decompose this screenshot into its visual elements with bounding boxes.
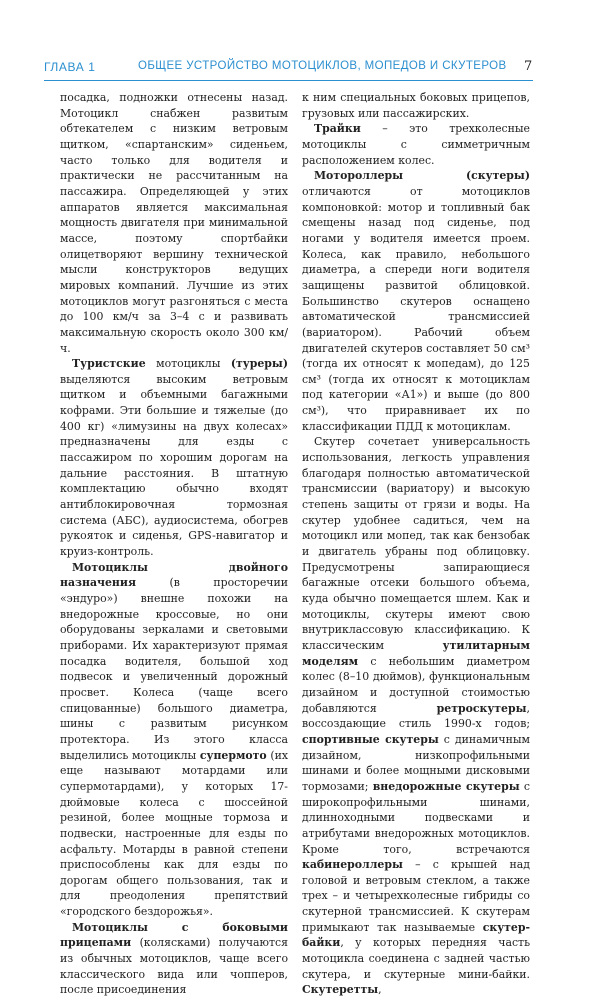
paragraph-scooter-classes: Скутер сочетает универсальность использования, легкость управления благодаря полностью автоматической трансмиссии (вариатору) и высокую степень защиты от грязи и воды. На скутер удобнее садиться, чем на мотоцикл или мопед, так как бензобак и двигатель убраны под облицовку. Предусмотрены запирающиеся багажные отсеки большого объема, куда обычно помещается шлем. Как и мотоциклы, скутеры имеют свою внутриклассовую классификацию. К классическим утилитарным моделям с небольшим диаметром колес (8–10 дюймов), функциональным дизайном и доступной стоимостью добавляются ретроскутеры, воссоздающие стиль 1990-х годов; спортивные скутеры с динамичным дизайном, низкопрофильными шинами и более мощными дисковыми тормозами; внедорожные скутеры с широкопрофильными шинами, длинноходными подвесками и атрибутами внедорожных мотоциклов. Кроме того, встречаются кабинероллеры – с крышей над головой и ветровым стеклом, а также трех – и четырехколесные гибриды со скутерной трансмиссией. К скутерам примыкают так называемые скутер-байки, у которых передняя часть мотоцикла соединена с задней частью скутера, и скутерные мини-байки. Скутеретты, [302,435,531,997]
term-dual-purpose: Мотоциклы двойного назначения [60,560,288,590]
term-scooters: Мотороллеры (скутеры) [314,169,530,183]
chapter-title: ОБЩЕЕ УСТРОЙСТВО МОТОЦИКЛОВ, МОПЕДОВ И СКУТЕРОВ [138,60,507,72]
header-rule [44,80,533,81]
page-number: 7 [524,59,533,74]
term-scooterettes: Скутеретты [302,983,379,997]
term-retro: ретроскутеры [436,701,527,715]
right-column [302,90,530,998]
paragraph-dual-purpose: Мотоциклы двойного назначения (в просторечии «эндуро») внешне похожи на внедорожные кроссовые, но они оборудованы зеркалами и световыми приборами. Их характеризуют прямая посадка водителя, большой ход подвесок и увеличенный дорожный просвет. Колеса (чаще всего спицованные) большого диаметра, шины с развитым рисунком протектора. Из этого класса выделились мотоциклы супермото (их еще называют мотардами или супермотардами), у которых 17-дюймовые колеса с шоссейной резиной, более мощные тормоза и подвески, настроенные для езды по асфальту. Мотарды в равной степени приспособлены как для езды по дорогам общего пользования, так и для преодоления препятствий «городского бездорожья». [60,560,288,919]
paragraph-touring: Туристские мотоциклы (туреры) выделяются высоким ветровым щитком и объемными багажными кофрами. Эти большие и тяжелые (до 400 кг) «лимузины на двух колесах» предназначены для езды с пассажиром по хорошим дорогам на дальние расстояния. В штатную комплектацию обычно входят антиблокировочная тормозная система (АБС), аудиосистема, обогрев рукояток и сиденья, GPS-навигатор и круиз-контроль. [60,357,288,559]
term-supermoto: супермото [199,748,267,762]
term-tourers: (туреры) [230,357,288,371]
term-touring: Туристские [72,357,146,371]
paragraph-scooters: Мотороллеры (скутеры) отличаются от мотоциклов компоновкой: мотор и топливный бак смещены назад под сиденье, под ногами у водителя имеется проем. Колеса, как правило, небольшого диаметра, а спереди ноги водителя защищены развитой облицовкой. Большинство скутеров оснащено автоматической трансмиссией (вариатором). Рабочий объем двигателей скутеров составляет 50 см³ (тогда их относят к мопедам), до 125 см³ (тогда их относят к мотоциклам под категории «А1») и выше (до 800 см³), что приравнивает их по классификации ПДД к мотоциклам. [302,169,530,433]
term-utility: утилитарным моделям [302,638,530,668]
term-sport-scooters: спортивные скутеры [302,732,439,746]
term-sidecar: Мотоциклы с боковыми прицепами [60,920,288,950]
term-trikes: Трайки [314,122,361,136]
paragraph-trikes: Трайки – это трехколесные мотоциклы с симметричным расположением колес. [302,122,530,167]
term-offroad-scooters: внедорожные скутеры [372,779,520,793]
page-header [0,54,600,82]
chapter-label: ГЛАВА 1 [44,60,96,74]
left-column [60,90,288,998]
paragraph-sport-continued: посадка, подножки отнесены назад. Мотоцикл снабжен развитым обтекателем с низким ветровым щитком, «спартанским» сиденьем, часто только для водителя и практически не рассчитанным на пассажира. Определяющей у этих аппаратов является максимальная мощность двигателя при минимальной массе, поэтому спортбайки олицетворяют вершину технической мысли конструкторов ведущих мировых компаний. Лучшие из этих мотоциклов могут разгоняться с места до 100 км/ч за 3–4 с и развивать максимальную скорость около 300 км/ч. [60,91,288,355]
term-scooter-bikes: скутер-байки [302,920,530,950]
term-cabin-scooters: кабинероллеры [302,858,403,872]
paragraph-sidecar-continued: к ним специальных боковых прицепов, грузовых или пассажирских. [302,91,530,120]
paragraph-sidecar: Мотоциклы с боковыми прицепами (колясками) получаются из обычных мотоциклов, чаще всего классического вида или чопперов, после присоединения [60,920,288,997]
